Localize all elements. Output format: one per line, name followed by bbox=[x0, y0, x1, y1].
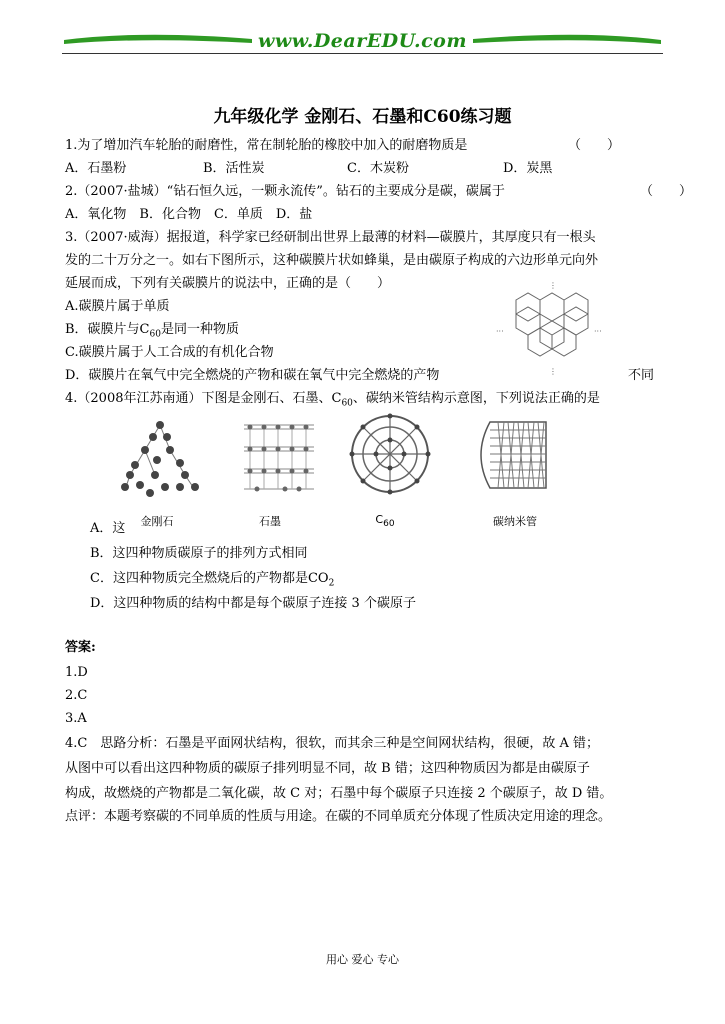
caption-c60: $C_{60}$ bbox=[375, 513, 395, 530]
q2-options: A．氧化物 B．化合物 C．单质 D．盐 bbox=[65, 207, 313, 222]
q3-option-d: D．碳膜片在氧气中完全燃烧的产物和碳在氧气中完全燃烧的产物 bbox=[65, 368, 440, 383]
header-rule bbox=[62, 53, 663, 54]
answer-4-line-2: 从图中可以看出这四种物质的碳原子排列明显不同，故 B 错；这四种物质因为都是由碳原子 bbox=[65, 761, 590, 776]
nanotube-structure-figure bbox=[470, 414, 550, 496]
answer-4-line-1: 4.C 思路分析：石墨是平面网状结构，很软，而其余三种是空间网状结构，很硬，故 A 错； bbox=[65, 736, 600, 751]
answer-4-line-3: 构成，故燃烧的产物都是二氧化碳，故 C 对；石墨中每个碳原子只连接 2 个碳原子，故 D 错。 bbox=[65, 786, 613, 801]
site-url: www.DearEDU.com bbox=[258, 30, 467, 52]
page-title: 九年级化学 金刚石、石墨和C60练习题 bbox=[213, 107, 512, 127]
q4-stem: 4.（2008年江苏南通）下图是金刚石、石墨、$C_{60}$、碳纳米管结构示意图，下列说法正确的是 bbox=[65, 391, 600, 409]
q2-paren: （ ） bbox=[640, 184, 693, 199]
answer-1: 1.D bbox=[65, 665, 88, 680]
q3-option-a: A.碳膜片属于单质 bbox=[65, 299, 170, 314]
svg-text:···: ··· bbox=[594, 327, 602, 336]
answer-4-line-4: 点评：本题考察碳的不同单质的性质与用途。在碳的不同单质充分体现了性质决定用途的理念。 bbox=[65, 809, 612, 824]
graphite-structure-figure bbox=[240, 415, 318, 495]
q1-option-c: C．木炭粉 bbox=[347, 161, 409, 176]
c60-structure-figure bbox=[348, 412, 432, 496]
answer-3: 3.A bbox=[65, 711, 87, 726]
q3-option-d-end: 不同 bbox=[628, 368, 655, 383]
q3-option-c: C.碳膜片属于人工合成的有机化合物 bbox=[65, 345, 274, 360]
q1-option-b: B．活性炭 bbox=[203, 161, 265, 176]
q4-option-c: C．这四种物质完全燃烧后的产物都是$CO_2$ bbox=[90, 571, 335, 589]
q1-option-a: A．石墨粉 bbox=[65, 161, 127, 176]
diamond-structure-figure bbox=[115, 415, 205, 500]
q1-stem: 1.为了增加汽车轮胎的耐磨性，常在制轮胎的橡胶中加入的耐磨物质是 bbox=[65, 138, 468, 153]
caption-graphite: 石墨 bbox=[259, 515, 281, 528]
page-header bbox=[62, 26, 663, 56]
answers-heading: 答案: bbox=[65, 640, 96, 655]
svg-text:⋮: ⋮ bbox=[549, 282, 557, 290]
answer-2: 2.C bbox=[65, 688, 88, 703]
caption-diamond: 金刚石 bbox=[140, 515, 174, 528]
q3-line-3: 延展而成，下列有关碳膜片的说法中，正确的是（ ） bbox=[65, 276, 391, 291]
svg-text:⋮: ⋮ bbox=[549, 367, 557, 376]
q4-option-b: B．这四种物质碳原子的排列方式相同 bbox=[90, 546, 308, 561]
page-footer: 用心 爱心 专心 bbox=[326, 953, 399, 966]
q3-option-b: B．碳膜片与$C_{60}$是同一种物质 bbox=[65, 322, 239, 340]
q3-line-1: 3.（2007·威海）据报道，科学家已经研制出世界上最薄的材料—碳膜片，其厚度只有一根头 bbox=[65, 230, 596, 245]
q1-paren: （ ） bbox=[568, 138, 621, 153]
q4-option-d: D．这四种物质的结构中都是每个碳原子连接 3 个碳原子 bbox=[90, 596, 416, 611]
q4-option-a: A．这 bbox=[90, 521, 126, 536]
svg-text:···: ··· bbox=[496, 327, 504, 336]
q2-stem: 2.（2007·盐城）“钻石恒久远，一颗永流传”。钻石的主要成分是碳，碳属于 bbox=[65, 184, 505, 199]
caption-nanotube: 碳纳米管 bbox=[493, 515, 537, 528]
q3-line-2: 发的二十万分之一。如右下图所示，这种碳膜片状如蜂巢，是由碳原子构成的六边形单元向外 bbox=[65, 253, 599, 268]
q1-option-d: D．炭黑 bbox=[503, 161, 553, 176]
carbon-film-honeycomb-figure bbox=[490, 282, 612, 378]
